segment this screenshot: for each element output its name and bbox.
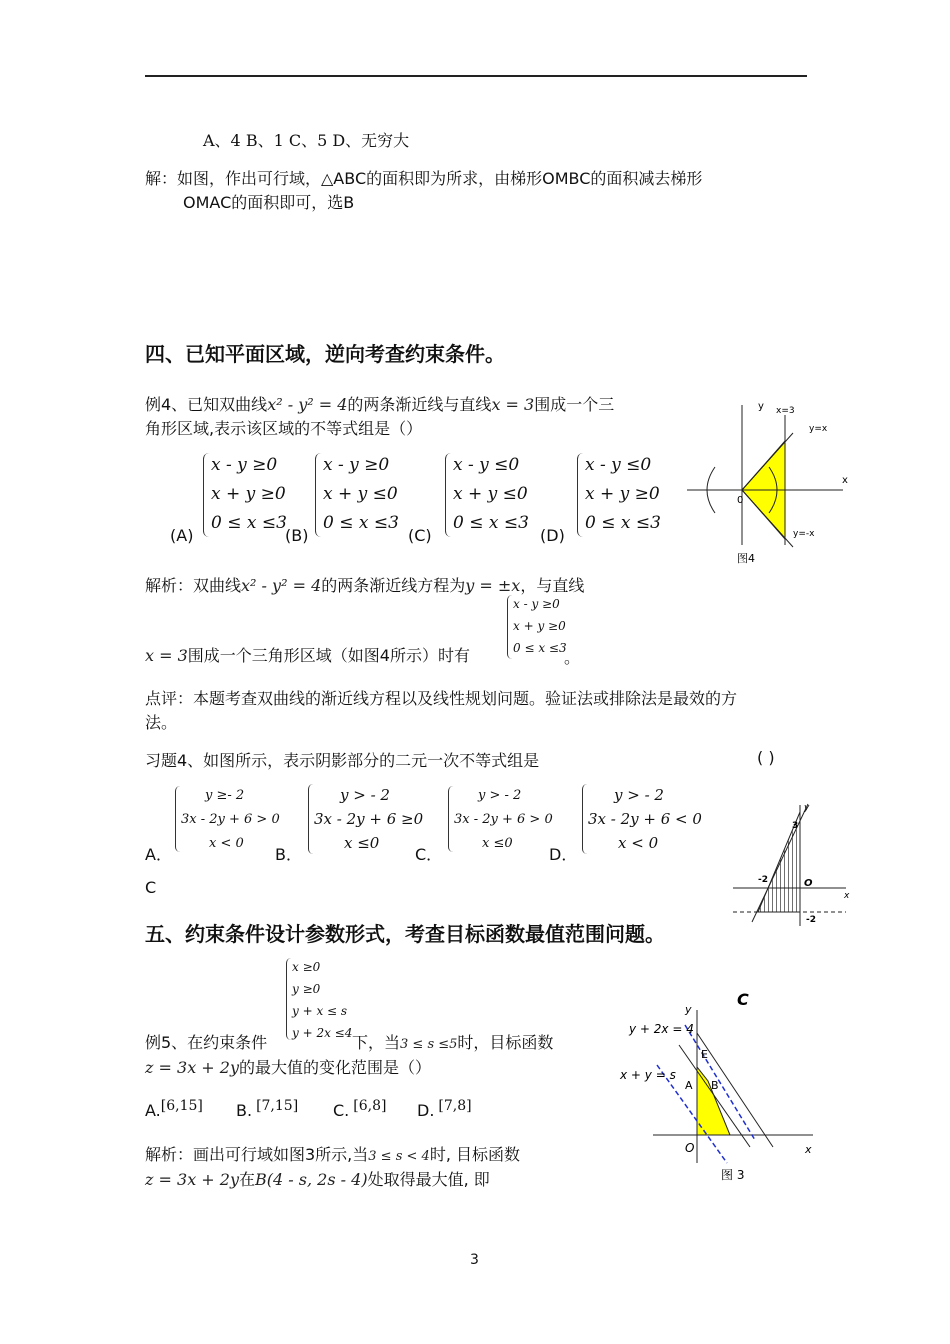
example-5-mid: 下，当 [352,1033,401,1052]
ex5-option-d [417,1098,472,1120]
analysis-4-system [507,595,567,661]
example-5-line2 [145,1055,431,1078]
comment-4-line1: 点评：本题考查双曲线的渐近线方程以及线性规划问题。验证法或排除法是最效的方 [145,689,738,708]
example-4-mid: 的两条渐近线与直线 [347,395,492,414]
section-5-title: 五、约束条件设计参数形式，考查目标函数最值范围问题。 [145,922,665,946]
ex-option-d-label: D． [549,845,578,864]
option-a-label: (A) [170,526,194,545]
ex5-option-b [236,1098,298,1120]
fig3-eq1: y + 2x = 4 [629,1022,694,1036]
figex-origin: O [804,878,813,889]
example-4-prefix: 例4、已知双曲线 [145,395,268,414]
ineq: 0 ≤ x ≤3 [453,513,529,533]
asymptote-equation: y = ±x [465,576,521,595]
analysis-4-text3: ，与直线 [520,576,585,595]
ineq: y + 2x ≤4 [292,1026,353,1040]
example-5-line1 [352,1030,553,1053]
option-b-label: (B) [285,526,309,545]
figex-y-label: y [804,803,810,813]
fig4-x-label: x [842,475,848,486]
point-b: B(4 - s, 2s - 4) [255,1170,368,1189]
option-c-system [445,453,535,539]
example-5-suffix: 时，目标函数 [457,1033,554,1052]
option-d-label: (D) [540,526,565,545]
ex5-option-b-value: [7,15] [256,1098,299,1114]
fig3-caption: 图 3 [721,1168,745,1182]
analysis-4-text4: 围成一个三角形区域（如图4所示）时有 [187,646,470,665]
fig4-origin: 0 [737,495,744,506]
option-a-system [203,453,293,539]
solution-3-line1: 解：如图，作出可行域，△ABC的面积即为所求，由梯形OMBC的面积减去梯形 [145,169,703,188]
analysis-4-hyperbola: x² - y² = 4 [241,576,322,595]
ineq: x < 0 [618,834,659,852]
figex-neg2x: -2 [758,875,768,885]
analysis-4-text1: 解析：双曲线 [145,576,242,595]
ineq: y ≥0 [292,982,321,996]
s-range: 3 ≤ s ≤5 [400,1037,458,1052]
ex5-option-c-label: C. [333,1101,350,1120]
figure-3-feasible-region [615,985,815,1185]
ineq: x - y ≥0 [211,455,278,475]
fig3-answer: C [737,990,749,1009]
ineq: 3x - 2y + 6 < 0 [588,810,702,828]
example-4-suffix: 围成一个三 [534,395,615,414]
exercise-4-answer: C [145,878,157,897]
example-4-line2: 角形区域,表示该区域的不等式组是（） [145,419,423,438]
ex5-option-c-value: [6,8] [353,1098,387,1114]
ineq: 3x - 2y + 6 ≥0 [314,810,424,828]
ineq: x ≤0 [344,834,380,852]
ineq: x + y ≥0 [513,619,566,633]
ex-option-a-label: A． [145,845,172,864]
ineq: x ≤0 [482,836,513,851]
example-5-prefix: 例5、在约束条件 [145,1033,268,1052]
ineq: x - y ≤0 [585,455,652,475]
ineq: 0 ≤ x ≤3 [585,513,661,533]
ineq: x ≥0 [292,960,321,974]
analysis-5-text4: 处取得最大值, 即 [367,1170,490,1189]
analysis-5-text1: 解析：画出可行域如图3所示,当 [145,1145,369,1164]
objective-function: z = 3x + 2y [145,1058,240,1077]
fig3-eq2: x + y = s [620,1068,676,1082]
ineq: x < 0 [209,836,244,851]
fig4-x3-label: x=3 [776,406,795,416]
option-d-system [577,453,667,539]
ineq: 0 ≤ x ≤3 [211,513,287,533]
page-number: 3 [470,1252,479,1268]
hyperbola-equation: x² - y² = 4 [267,395,348,414]
analysis-4-text2: 的两条渐近线方程为 [321,576,466,595]
analysis-5-text3: 在 [239,1170,256,1189]
ex-option-d-system [582,784,702,856]
header-rule [145,75,807,77]
fig4-yx-label: y=x [809,424,828,434]
ineq: 3x - 2y + 6 > 0 [454,812,553,827]
ineq: y ≥- 2 [205,788,245,803]
ex-option-c-system [448,786,553,854]
fig3-A: A [685,1079,693,1092]
ineq: y + x ≤ s [292,1004,348,1018]
ex5-option-d-label: D. [417,1101,435,1120]
fig4-caption: 图4 [737,552,755,565]
ineq: x - y ≥0 [513,597,560,611]
ex5-option-a-value: [6,15] [160,1098,203,1114]
option-c-label: (C) [408,526,432,545]
example-4-line1 [145,392,614,415]
ex-option-a-system [175,786,280,854]
analysis-5-line2 [145,1167,490,1190]
fig3-O: O [685,1141,695,1155]
ineq: x - y ≥0 [323,455,390,475]
example-5-question: 的最大值的变化范围是（） [239,1058,432,1077]
ex5-option-d-value: [7,8] [438,1098,472,1114]
ex-option-c-label: C． [415,845,443,864]
ex5-option-b-label: B. [236,1101,253,1120]
ineq: 0 ≤ x ≤3 [513,641,567,655]
fig3-E: E [701,1048,708,1061]
analysis-4-line-eq: x = 3 [145,646,188,665]
fig3-x-label: x [805,1143,812,1156]
analysis-5-objective: z = 3x + 2y [145,1170,240,1189]
fig3-B: B [711,1079,719,1092]
section-4-title: 四、已知平面区域，逆向考查约束条件。 [145,342,505,366]
ineq: x + y ≥0 [211,484,286,504]
figure-4-hyperbola [685,395,850,570]
ex5-option-c [333,1098,386,1120]
solution-3-line2: OMAC的面积即可，选B [183,193,355,212]
ineq: x + y ≤0 [453,484,528,504]
option-b-system [315,453,405,539]
ineq: y > - 2 [340,786,390,804]
ex-option-b-label: B． [275,845,302,864]
fig3-y-label: y [685,1003,692,1016]
figex-three: 3 [792,821,799,831]
analysis-5-s-range: 3 ≤ s < 4 [368,1149,430,1164]
line-equation: x = 3 [491,395,535,414]
analysis-4-line2 [145,643,470,666]
ineq: 3x - 2y + 6 > 0 [181,812,280,827]
comment-4-line2: 法。 [145,713,178,732]
ineq: 0 ≤ x ≤3 [323,513,399,533]
exercise-4-paren: ( ) [757,748,775,767]
ineq: x - y ≤0 [453,455,520,475]
figure-exercise-4 [728,800,853,930]
ex-option-b-system [308,784,424,856]
ineq: y > - 2 [478,788,522,803]
ex5-options [145,1098,203,1120]
fig4-y-neg-x-label: y=-x [793,529,815,539]
ex5-option-a-label: A. [145,1101,161,1120]
exercise-4-text: 习题4、如图所示，表示阴影部分的二元一次不等式组是 [145,751,540,770]
fig4-y-label: y [758,401,764,412]
figex-neg2y: -2 [806,915,816,925]
analysis-4-period: 。 [564,648,581,667]
ineq: y > - 2 [614,786,664,804]
analysis-4-line1 [145,573,584,596]
analysis-5-line1 [145,1142,520,1165]
ineq: x + y ≤0 [323,484,398,504]
previous-options: A、4 B、1 C、5 D、无穷大 [203,131,410,150]
ineq: x + y ≥0 [585,484,660,504]
analysis-5-text2: 时, 目标函数 [429,1145,520,1164]
figex-x-label: x [844,891,850,901]
